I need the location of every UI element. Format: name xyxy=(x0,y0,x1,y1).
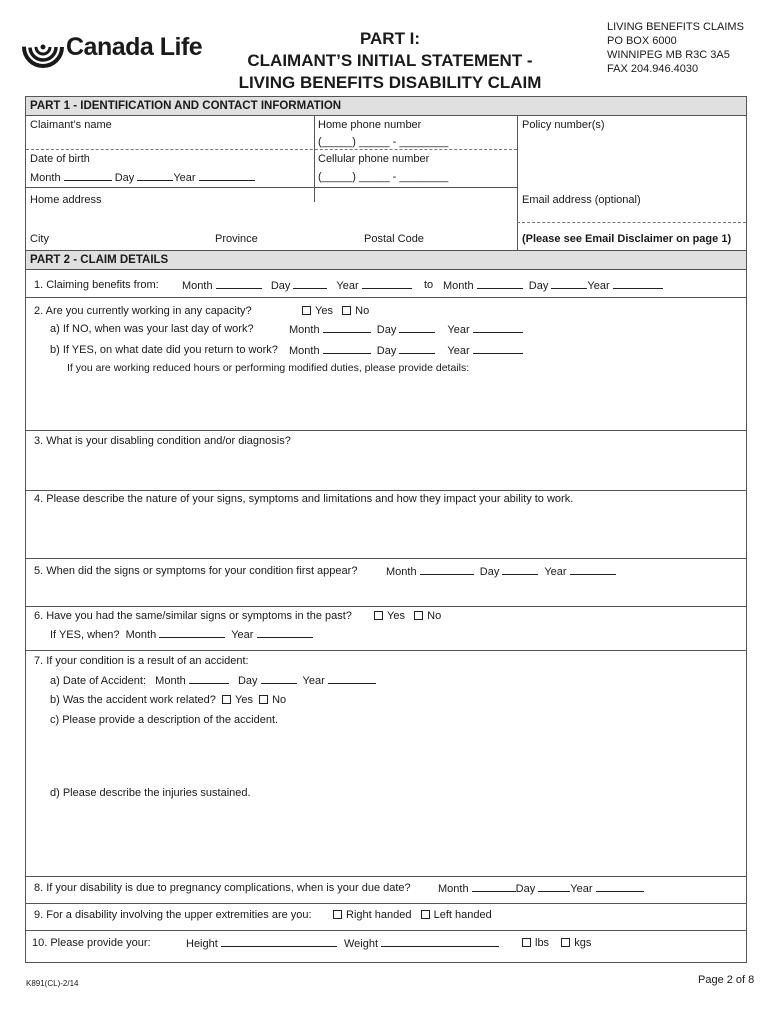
address-line: LIVING BENEFITS CLAIMS xyxy=(607,21,744,33)
q7b-field[interactable] xyxy=(50,694,286,706)
form-code: K891(CL)-2/14 xyxy=(26,979,79,988)
year-label: Year xyxy=(570,883,593,895)
divider xyxy=(26,187,517,188)
year-label: Year xyxy=(587,280,610,292)
lbs-label: lbs xyxy=(535,937,550,949)
divider xyxy=(26,903,746,904)
q5-label: 5. When did the signs or symptoms for your condition first appear? xyxy=(34,565,358,577)
province-label: Province xyxy=(215,233,258,245)
left-handed-label: Left handed xyxy=(433,909,492,921)
month-label: Month xyxy=(386,566,417,578)
home-phone-label: Home phone number xyxy=(318,119,422,131)
divider xyxy=(26,558,746,559)
divider xyxy=(26,149,517,150)
q2-details-prompt: If you are working reduced hours or performing modified duties, please provide details: xyxy=(67,362,470,374)
q7d-label: d) Please describe the injuries sustained. xyxy=(50,787,251,799)
canada-life-logo-icon xyxy=(22,26,64,68)
email-label: Email address (optional) xyxy=(522,194,641,206)
height-field[interactable] xyxy=(186,937,337,950)
q9-label: 9. For a disability involving the upper extremities are you: xyxy=(34,909,312,921)
claimant-name-label: Claimant’s name xyxy=(30,119,112,131)
divider xyxy=(26,297,746,298)
form-title-line2: CLAIMANT’S INITIAL STATEMENT - xyxy=(247,51,533,70)
checkbox[interactable] xyxy=(561,938,570,947)
q1-to-date[interactable] xyxy=(443,279,663,292)
no-label: No xyxy=(427,610,442,622)
q6-options[interactable] xyxy=(374,610,441,622)
checkbox[interactable] xyxy=(302,306,311,315)
year-label: Year xyxy=(447,324,470,336)
q2-label: 2. Are you currently working in any capacity? xyxy=(34,305,252,317)
day-label: Day xyxy=(479,566,500,578)
checkbox[interactable] xyxy=(421,910,430,919)
weight-label: Weight xyxy=(344,938,379,950)
year-label: Year xyxy=(173,172,196,184)
divider xyxy=(26,490,746,491)
yes-label: Yes xyxy=(315,305,333,317)
q10-label: 10. Please provide your: xyxy=(32,937,151,949)
claim-form xyxy=(25,96,747,963)
q2a-label: a) If NO, when was your last day of work? xyxy=(50,323,254,335)
q3-label: 3. What is your disabling condition and/or diagnosis? xyxy=(34,435,291,447)
part2-heading: PART 2 - CLAIM DETAILS xyxy=(26,250,746,270)
month-label: Month xyxy=(30,172,61,184)
part1-heading: PART 1 - IDENTIFICATION AND CONTACT INFORMATION xyxy=(26,97,746,116)
year-label: Year xyxy=(336,280,359,292)
kgs-label: kgs xyxy=(574,937,592,949)
email-disclaimer-note: (Please see Email Disclaimer on page 1) xyxy=(522,233,732,245)
year-label: Year xyxy=(231,629,254,641)
day-label: Day xyxy=(528,280,549,292)
divider xyxy=(26,650,746,651)
city-label: City xyxy=(30,233,49,245)
q6-when-label: If YES, when? xyxy=(50,629,120,641)
year-label: Year xyxy=(447,345,470,357)
q7-label: 7. If your condition is a result of an accident: xyxy=(34,655,249,667)
home-address-label: Home address xyxy=(30,194,102,206)
dob-field[interactable] xyxy=(30,171,255,184)
day-label: Day xyxy=(270,280,291,292)
year-label: Year xyxy=(544,566,567,578)
q6-when[interactable] xyxy=(50,628,313,641)
no-label: No xyxy=(272,694,287,706)
month-label: Month xyxy=(289,324,320,336)
divider xyxy=(26,430,746,431)
height-label: Height xyxy=(186,938,218,950)
address-line: PO BOX 6000 xyxy=(607,35,677,47)
q7a-field[interactable] xyxy=(50,674,376,687)
q8-date[interactable] xyxy=(438,882,644,895)
day-label: Day xyxy=(515,883,536,895)
company-logo xyxy=(22,26,202,68)
yes-label: Yes xyxy=(235,694,253,706)
checkbox[interactable] xyxy=(414,611,423,620)
month-label: Month xyxy=(125,629,157,641)
address-line: WINNIPEG MB R3C 3A5 xyxy=(607,49,730,61)
checkbox[interactable] xyxy=(342,306,351,315)
month-label: Month xyxy=(155,675,186,687)
address-line: FAX 204.946.4030 xyxy=(607,63,699,75)
checkbox[interactable] xyxy=(374,611,383,620)
divider xyxy=(517,116,518,250)
weight-field[interactable] xyxy=(344,937,499,950)
q1-label: 1. Claiming benefits from: xyxy=(34,279,159,291)
checkbox[interactable] xyxy=(222,695,231,704)
cell-phone-label: Cellular phone number xyxy=(318,153,430,165)
q7b-label: b) Was the accident work related? xyxy=(50,694,216,706)
cell-phone-field[interactable]: (_____) _____ - ________ xyxy=(318,171,449,183)
no-label: No xyxy=(355,305,370,317)
right-handed-label: Right handed xyxy=(346,909,412,921)
q4-label: 4. Please describe the nature of your signs, symptoms and limitations and how they impact your ability to work. xyxy=(34,493,574,505)
brand-name: Canada Life xyxy=(66,32,203,61)
q9-options[interactable] xyxy=(333,909,492,921)
q1-from-date[interactable] xyxy=(182,279,412,292)
page-number: Page 2 of 8 xyxy=(698,974,755,986)
q2b-date[interactable] xyxy=(289,344,523,357)
divider xyxy=(26,606,746,607)
day-label: Day xyxy=(376,345,397,357)
divider xyxy=(26,930,746,931)
postal-code-label: Postal Code xyxy=(364,233,424,245)
year-label: Year xyxy=(302,675,325,687)
month-label: Month xyxy=(182,280,213,292)
yes-label: Yes xyxy=(387,610,405,622)
divider xyxy=(517,222,746,223)
policy-number-label: Policy number(s) xyxy=(522,119,605,131)
divider xyxy=(26,876,746,877)
q1-to-label: to xyxy=(424,279,434,291)
q6-label: 6. Have you had the same/similar signs or symptoms in the past? xyxy=(34,610,352,622)
q2a-date[interactable] xyxy=(289,323,523,336)
checkbox[interactable] xyxy=(522,938,531,947)
unit-options[interactable] xyxy=(522,937,591,949)
q5-date[interactable] xyxy=(386,565,616,578)
checkbox[interactable] xyxy=(333,910,342,919)
form-title-line1: PART I: xyxy=(359,29,421,48)
q7a-label: a) Date of Accident: xyxy=(50,675,146,687)
day-label: Day xyxy=(237,675,258,687)
q2-yes-option[interactable] xyxy=(302,305,369,317)
month-label: Month xyxy=(438,883,469,895)
month-label: Month xyxy=(443,280,474,292)
home-phone-field[interactable]: (_____) _____ - ________ xyxy=(318,136,449,148)
q7c-label: c) Please provide a description of the accident. xyxy=(50,714,279,726)
dob-label: Date of birth xyxy=(30,153,90,165)
form-title-line3: LIVING BENEFITS DISABILITY CLAIM xyxy=(238,73,542,92)
divider xyxy=(314,116,315,202)
checkbox[interactable] xyxy=(259,695,268,704)
month-label: Month xyxy=(289,345,320,357)
day-label: Day xyxy=(114,172,135,184)
q8-label: 8. If your disability is due to pregnancy complications, when is your due date? xyxy=(34,882,411,894)
q2b-label: b) If YES, on what date did you return to work? xyxy=(50,344,278,356)
day-label: Day xyxy=(376,324,397,336)
